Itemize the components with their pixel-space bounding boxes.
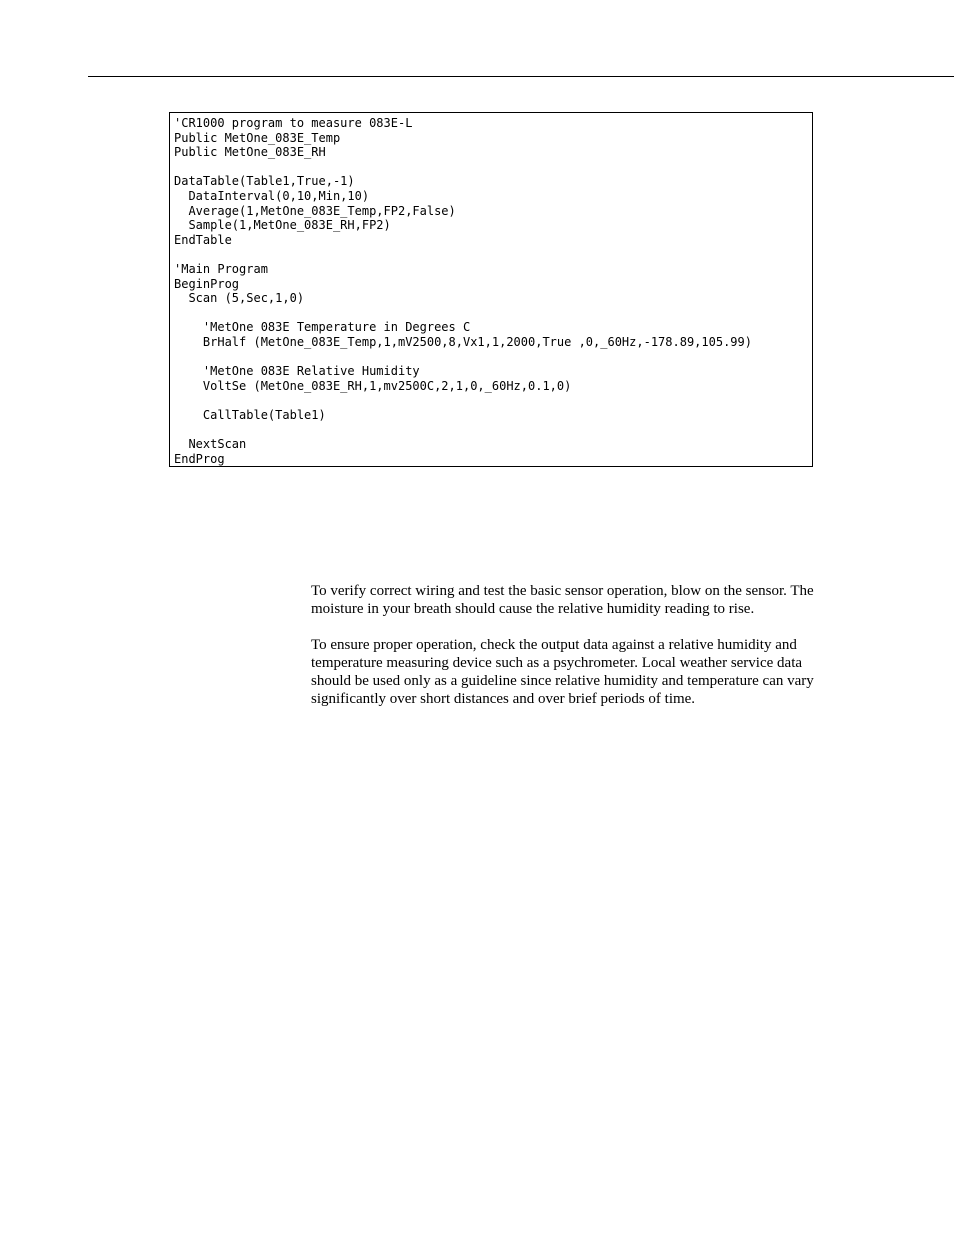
- code-line: EndProg: [174, 451, 225, 466]
- code-line: [174, 393, 808, 408]
- code-line: 'MetOne 083E Relative Humidity: [174, 364, 420, 379]
- body-text: [311, 582, 816, 726]
- paragraph-verify-wiring: To verify correct wiring and test the basic sensor operation, blow on the sensor. The moisture in your breath should cause the relative humidity reading to rise.: [311, 583, 814, 617]
- code-line: BrHalf (MetOne_083E_Temp,1,mV2500,8,Vx1,1,2000,True ,0,_60Hz,-178.89,105.99): [174, 334, 752, 349]
- code-line: Scan (5,Sec,1,0): [174, 291, 305, 306]
- code-line: [174, 247, 808, 262]
- header-rule: [88, 76, 954, 77]
- code-line: [174, 350, 808, 365]
- code-line: CallTable(Table1): [174, 407, 326, 422]
- code-line: DataInterval(0,10,Min,10): [174, 188, 370, 203]
- code-line: BeginProg: [174, 276, 240, 291]
- code-line: [174, 160, 808, 175]
- code-listing: [169, 112, 813, 467]
- code-line: Public MetOne_083E_Temp: [174, 130, 341, 145]
- code-line: 'Main Program: [174, 261, 268, 276]
- code-line: Average(1,MetOne_083E_Temp,FP2,False): [174, 203, 456, 218]
- code-line: Sample(1,MetOne_083E_RH,FP2): [174, 218, 391, 233]
- code-line: EndTable: [174, 232, 232, 247]
- paragraph-ensure-operation: To ensure proper operation, check the output data against a relative humidity and temperature measuring device such as a psychrometer. Local weather service data should be used only as a guideline since relative humidity and temperature can vary significantly over short distances and over brief periods of time.: [311, 637, 814, 707]
- code-line: NextScan: [174, 437, 247, 452]
- code-line: 'MetOne 083E Temperature in Degrees C: [174, 320, 471, 335]
- code-line: Public MetOne_083E_RH: [174, 145, 326, 160]
- code-line: [174, 306, 808, 321]
- code-line: DataTable(Table1,True,-1): [174, 174, 355, 189]
- code-line: VoltSe (MetOne_083E_RH,1,mv2500C,2,1,0,_60Hz,0.1,0): [174, 378, 572, 393]
- code-line: 'CR1000 program to measure 083E-L: [174, 116, 413, 130]
- code-line: [174, 422, 808, 437]
